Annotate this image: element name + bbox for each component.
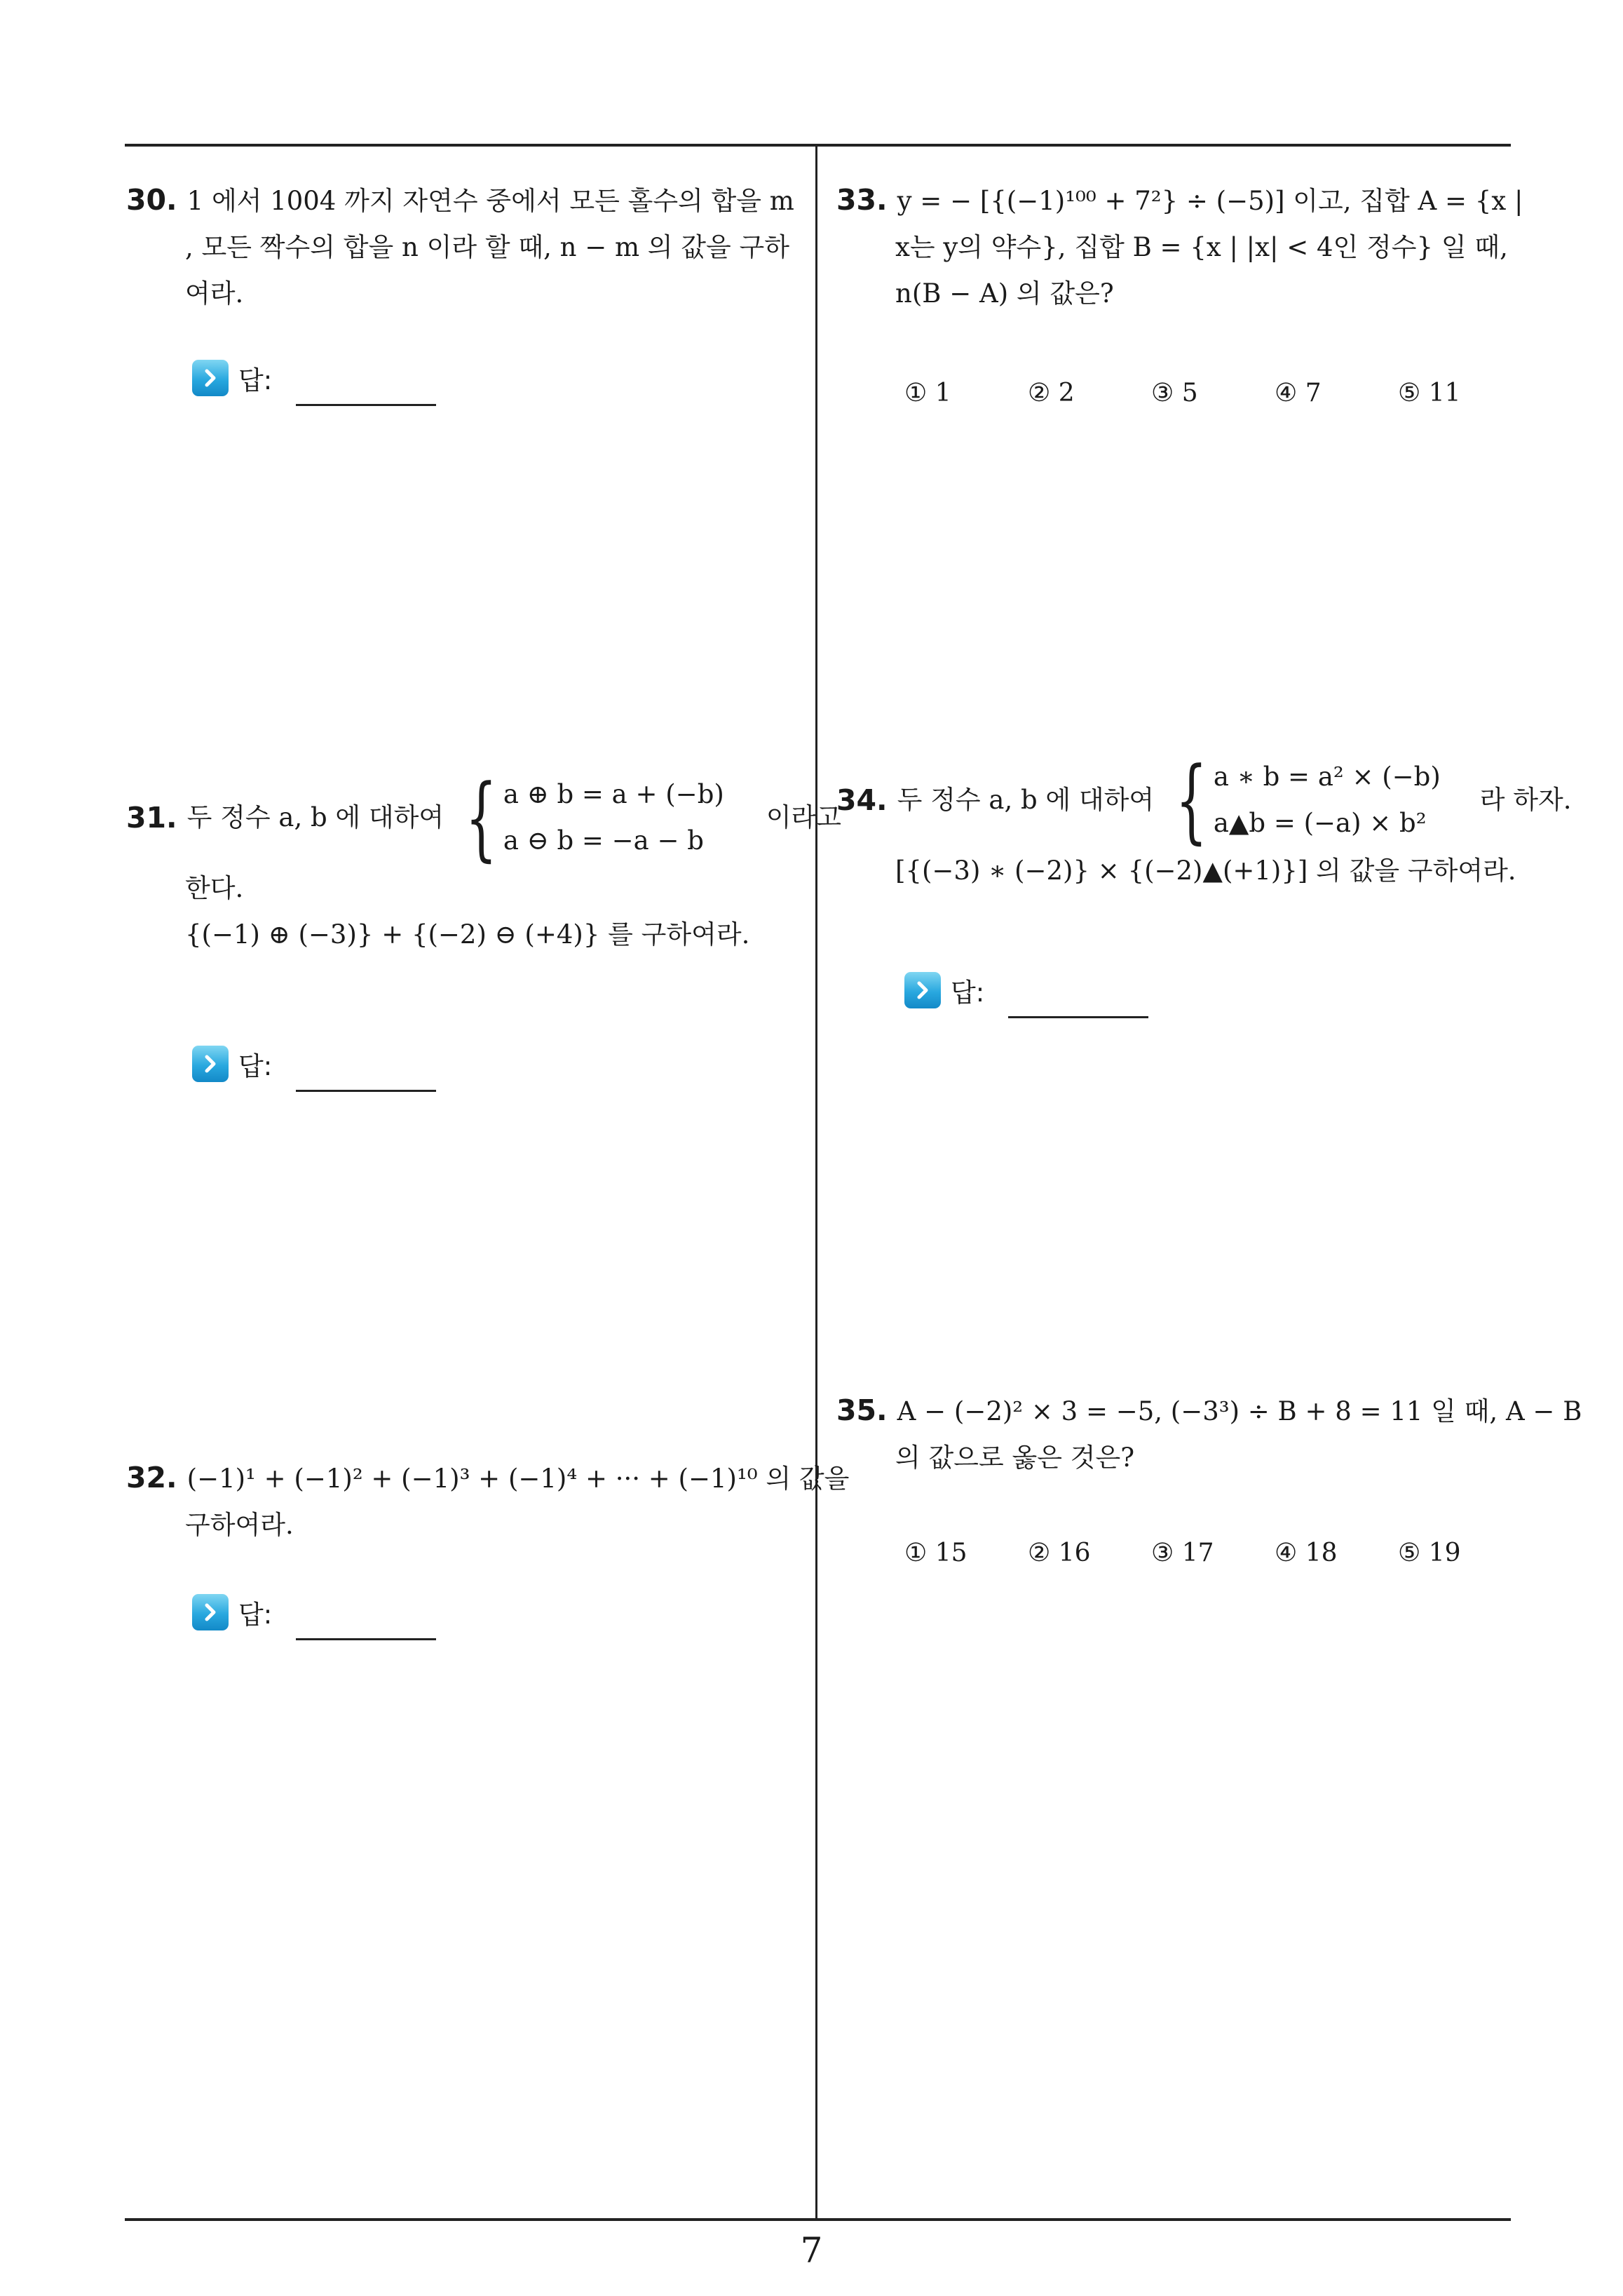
answer-label: 답: [238, 1051, 273, 1081]
chevron-right-icon [192, 1046, 229, 1082]
answer-blank[interactable] [296, 1062, 436, 1092]
choice-option[interactable]: ④ 7 [1275, 379, 1322, 407]
answer-label: 답: [238, 1600, 273, 1630]
question-intro: 두 정수 a, b 에 대하여 [186, 802, 444, 832]
choice-option[interactable]: ② 2 [1028, 379, 1075, 407]
question-number: 35. [836, 1393, 888, 1427]
top-rule [125, 144, 1511, 147]
question-text-line: 1 에서 1004 까지 자연수 중에서 모든 홀수의 합을 m [186, 186, 794, 216]
answer-field-34[interactable] [904, 971, 1148, 1009]
question-text-line: (−1)¹ + (−1)² + (−1)³ + (−1)⁴ + ··· + (−1)¹⁰ 의 값을 [186, 1464, 850, 1494]
question-text-line: {(−1) ⊕ (−3)} + {(−2) ⊖ (+4)} 를 구하여라. [185, 919, 750, 950]
choice-option[interactable]: ① 1 [904, 379, 951, 407]
definition-case: a ∗ b = a² × (−b) [1213, 762, 1441, 792]
answer-field-30[interactable] [192, 359, 436, 397]
chevron-right-icon [904, 972, 941, 1008]
question-intro: 두 정수 a, b 에 대하여 [897, 785, 1155, 815]
choice-option[interactable]: ① 15 [904, 1539, 967, 1567]
question-30 [126, 177, 794, 317]
question-text-line: [{(−3) ∗ (−2)} × {(−2)▲(+1)}] 의 값을 구하여라. [895, 856, 1516, 886]
question-text-line: A − (−2)² × 3 = −5, (−3³) ÷ B + 8 = 11 일 때, A − B [897, 1396, 1582, 1426]
left-brace: { [1175, 747, 1208, 853]
question-31 [126, 764, 842, 958]
definition-case: a ⊕ b = a + (−b) [503, 779, 724, 809]
answer-blank[interactable] [296, 376, 436, 406]
chevron-right-icon [192, 1594, 229, 1630]
definition-case: a ⊖ b = −a − b [503, 825, 704, 856]
question-34 [836, 747, 1572, 894]
answer-label: 답: [951, 978, 985, 1008]
page-number: 7 [800, 2230, 823, 2271]
question-number: 33. [836, 183, 888, 217]
question-text: 라 하자. [1479, 785, 1572, 815]
choice-option[interactable]: ⑤ 19 [1398, 1539, 1461, 1567]
question-number: 31. [126, 801, 177, 835]
question-number: 34. [836, 783, 888, 817]
question-text-line: n(B − A) 의 값은? [895, 278, 1114, 309]
definition-case: a▲b = (−a) × b² [1213, 808, 1427, 838]
column-divider [815, 145, 817, 2220]
bottom-rule [125, 2218, 1511, 2221]
left-brace: { [465, 764, 498, 871]
choices-35 [904, 1539, 1521, 1567]
question-35 [836, 1387, 1582, 1481]
question-text-line: 구하여라. [185, 1510, 294, 1540]
choices-33 [904, 379, 1521, 407]
answer-label: 답: [238, 365, 273, 396]
question-text-line: x는 y의 약수}, 집합 B = {x | |x| < 4인 정수} 일 때, [895, 232, 1508, 262]
answer-field-31[interactable] [192, 1045, 436, 1083]
choice-option[interactable]: ③ 17 [1151, 1539, 1214, 1567]
chevron-right-icon [192, 360, 229, 396]
question-text-line: 의 값으로 옳은 것은? [895, 1443, 1135, 1473]
question-text-line: y = − [{(−1)¹⁰⁰ + 7²} ÷ (−5)] 이고, 집합 A = {x | [897, 186, 1523, 216]
choice-option[interactable]: ④ 18 [1275, 1539, 1338, 1567]
question-text: 이라고 [766, 802, 842, 832]
choice-option[interactable]: ③ 5 [1151, 379, 1198, 407]
answer-blank[interactable] [1008, 988, 1148, 1018]
question-number: 30. [126, 183, 177, 217]
question-number: 32. [126, 1461, 177, 1494]
choice-option[interactable]: ⑤ 11 [1398, 379, 1461, 407]
question-text-line: , 모든 짝수의 합을 n 이라 할 때, n − m 의 값을 구하 [185, 232, 790, 262]
question-33 [836, 177, 1523, 317]
answer-blank[interactable] [296, 1610, 436, 1640]
question-text-line: 여라. [185, 278, 244, 309]
answer-field-32[interactable] [192, 1593, 436, 1631]
choice-option[interactable]: ② 16 [1028, 1539, 1091, 1567]
question-text-line: 한다. [185, 873, 244, 903]
question-32 [126, 1454, 849, 1548]
